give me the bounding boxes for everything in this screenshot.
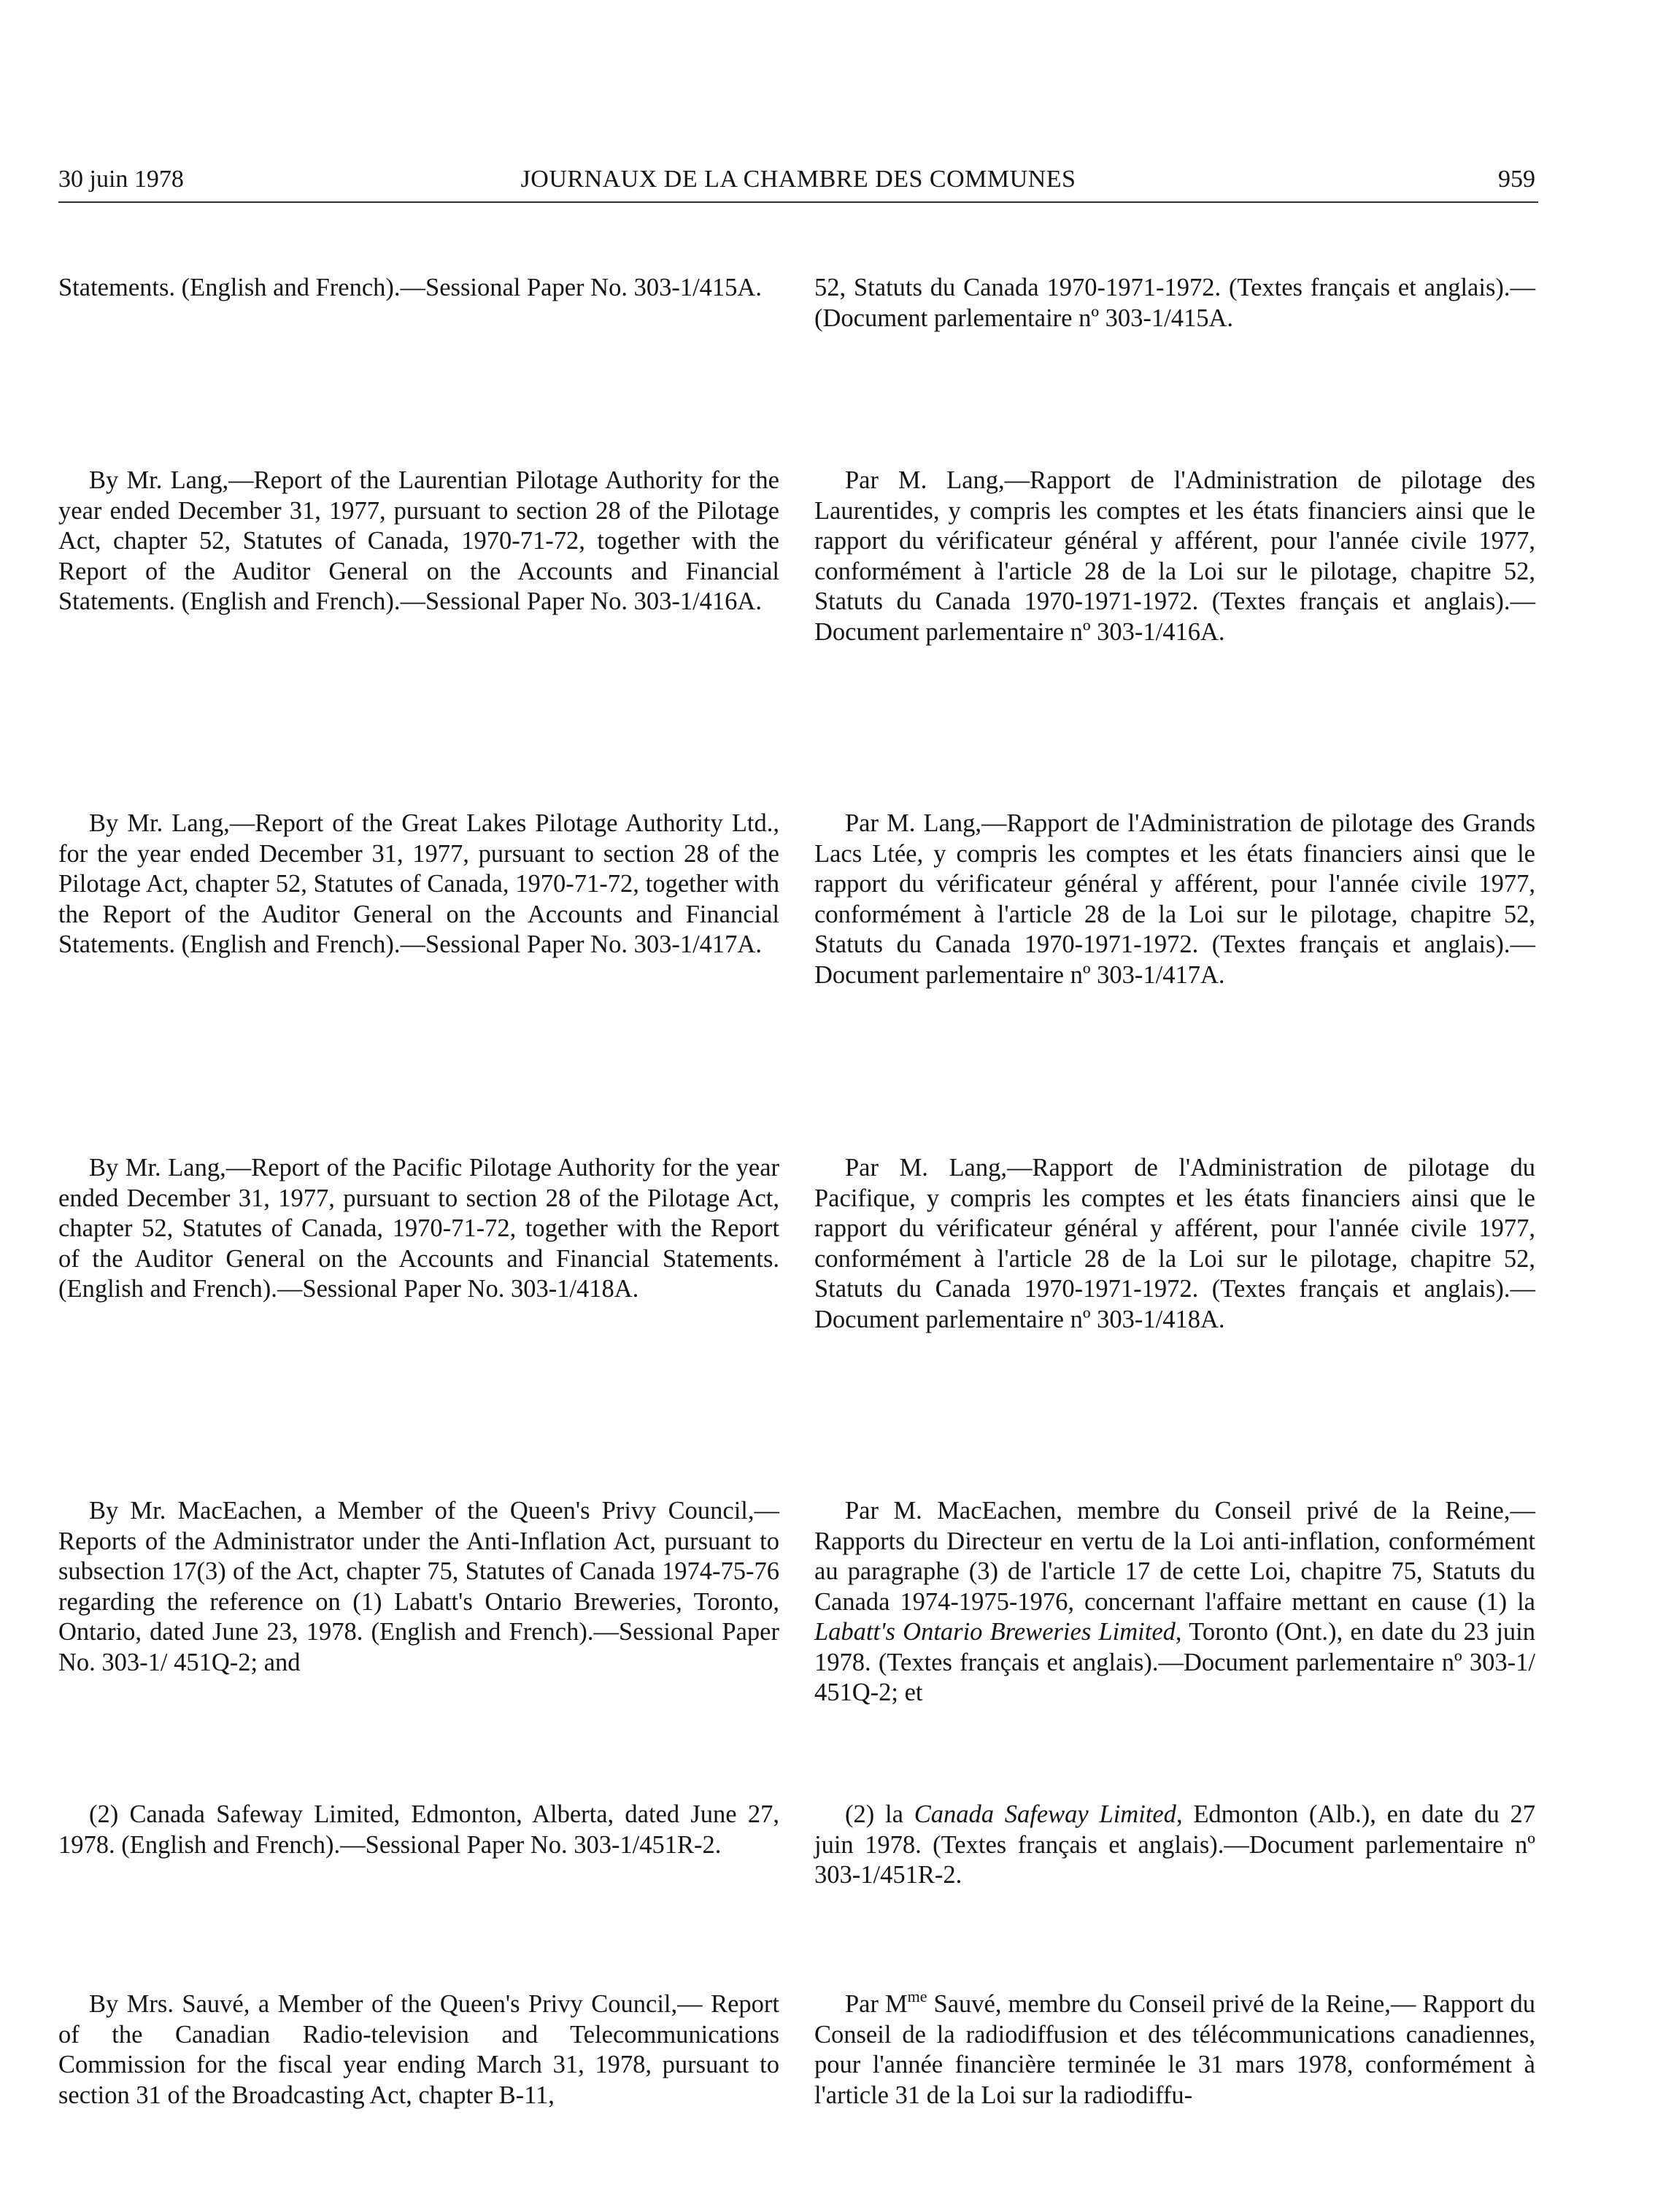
french-paragraph: 52, Statuts du Canada 1970-1971-1972. (Textes français et anglais).—(Document parlementaire nº 303-1/415A.: [814, 274, 1535, 332]
french-paragraph: Par M. Lang,—Rapport de l'Administration de pilotage des Grands Lacs Ltée, y compris les comptes et les états financiers ainsi que le rapport du vérificateur général y afférent, pour l'année civile 1977, conformément à l'article 28 de la Loi sur le pilotage, chapitre 52, Statuts du Canada 1970-1971-1972. (Textes français et anglais).—Document parlementaire nº 303-1/417A.: [814, 809, 1535, 989]
italic-company-name: Canada Safeway Limited: [914, 1800, 1176, 1828]
text-run: Par M. MacEachen, membre du Conseil privé de la Reine,—Rapports du Directeur en vertu de la Loi anti-inflation, conformément au paragraphe (3) de l'article 17 de cette Loi, chapitre 75, Statuts du Canada 1974-1975-1976, concernant l'affaire mettant en cause (1) la: [814, 1497, 1535, 1616]
french-paragraph: [814, 1989, 1535, 2111]
text-run: , Edmonton (Alb.), en date du 27 juin 1978. (Textes français et anglais).—Document parlementaire nº 303-1/451R-2.: [814, 1800, 1536, 1889]
english-paragraph: By Mrs. Sauvé, a Member of the Queen's Privy Council,— Report of the Canadian Radio-television and Telecommunications Commission for the fiscal year ending March 31, 1978, pursuant to section 31 of the Broadcasting Act, chapter B-11,: [58, 1990, 779, 2109]
running-header: [58, 165, 1538, 203]
french-paragraph: Par M. Lang,—Rapport de l'Administration de pilotage du Pacifique, y compris les comptes et les états financiers ainsi que le rapport du vérificateur général y afférent, pour l'année civile 1977, conformément à l'article 28 de la Loi sur le pilotage, chapitre 52, Statuts du Canada 1970-1971-1972. (Textes français et anglais).—Document parlementaire nº 303-1/418A.: [814, 1154, 1535, 1333]
english-paragraph: By Mr. MacEachen, a Member of the Queen's Privy Council,—Reports of the Administrator under the Anti-Inflation Act, pursuant to subsection 17(3) of the Act, chapter 75, Statutes of Canada 1974-75-76 regarding the reference on (1) Labatt's Ontario Breweries, Toronto, Ontario, dated June 23, 1978. (English and French).—Sessional Paper No. 303-1/ 451Q-2; and: [58, 1497, 779, 1676]
english-paragraph: (2) Canada Safeway Limited, Edmonton, Alberta, dated June 27, 1978. (English and French).—Sessional Paper No. 303-1/451R-2.: [58, 1800, 779, 1859]
header-date: 30 juin 1978: [58, 166, 184, 193]
text-run: Par M: [845, 1990, 908, 2018]
italic-company-name: Labatt's Ontario Breweries Limited: [814, 1618, 1176, 1646]
english-paragraph: By Mr. Lang,—Report of the Laurentian Pilotage Authority for the year ended December 31, 1977, pursuant to section 28 of the Pilotage Act, chapter 52, Statutes of Canada, 1970-71-72, together with the Report of the Auditor General on the Accounts and Financial Statements. (English and French).—Sessional Paper No. 303-1/416A.: [58, 466, 779, 615]
header-title: JOURNAUX DE LA CHAMBRE DES COMMUNES: [520, 166, 1076, 193]
text-run: Sauvé, membre du Conseil privé de la Reine,— Rapport du Conseil de la radiodiffusion et des télécommunications canadiennes, pour l'année financière terminée le 31 mars 1978, conformément à l'article 31 de la Loi sur la radiodiffu-: [814, 1990, 1535, 2109]
french-paragraph: [814, 1800, 1535, 1891]
english-paragraph: Statements. (English and French).—Sessional Paper No. 303-1/415A.: [58, 274, 762, 301]
text-run: (2) la: [845, 1800, 914, 1828]
french-paragraph: [814, 1496, 1535, 1708]
text-run: , Toronto (Ont.), en date du 23 juin 1978. (Textes français et anglais).—Document parlementaire nº 303-1/ 451Q-2; et: [814, 1618, 1535, 1706]
page-number: 959: [1498, 166, 1535, 193]
english-paragraph: By Mr. Lang,—Report of the Pacific Pilotage Authority for the year ended December 31, 1977, pursuant to section 28 of the Pilotage Act, chapter 52, Statutes of Canada, 1970-71-72, together with the Report of the Auditor General on the Accounts and Financial Statements. (English and French).—Sessional Paper No. 303-1/418A.: [58, 1154, 779, 1303]
french-paragraph: Par M. Lang,—Rapport de l'Administration de pilotage des Laurentides, y compris les comptes et les états financiers ainsi que le rapport du vérificateur général y afférent, pour l'année civile 1977, conformément à l'article 28 de la Loi sur le pilotage, chapitre 52, Statuts du Canada 1970-1971-1972. (Textes français et anglais).—Document parlementaire nº 303-1/416A.: [814, 466, 1535, 646]
english-paragraph: By Mr. Lang,—Report of the Great Lakes Pilotage Authority Ltd., for the year ended December 31, 1977, pursuant to section 28 of the Pilotage Act, chapter 52, Statutes of Canada, 1970-71-72, together with the Report of the Auditor General on the Accounts and Financial Statements. (English and French).—Sessional Paper No. 303-1/417A.: [58, 809, 779, 958]
superscript: me: [907, 1987, 927, 2005]
